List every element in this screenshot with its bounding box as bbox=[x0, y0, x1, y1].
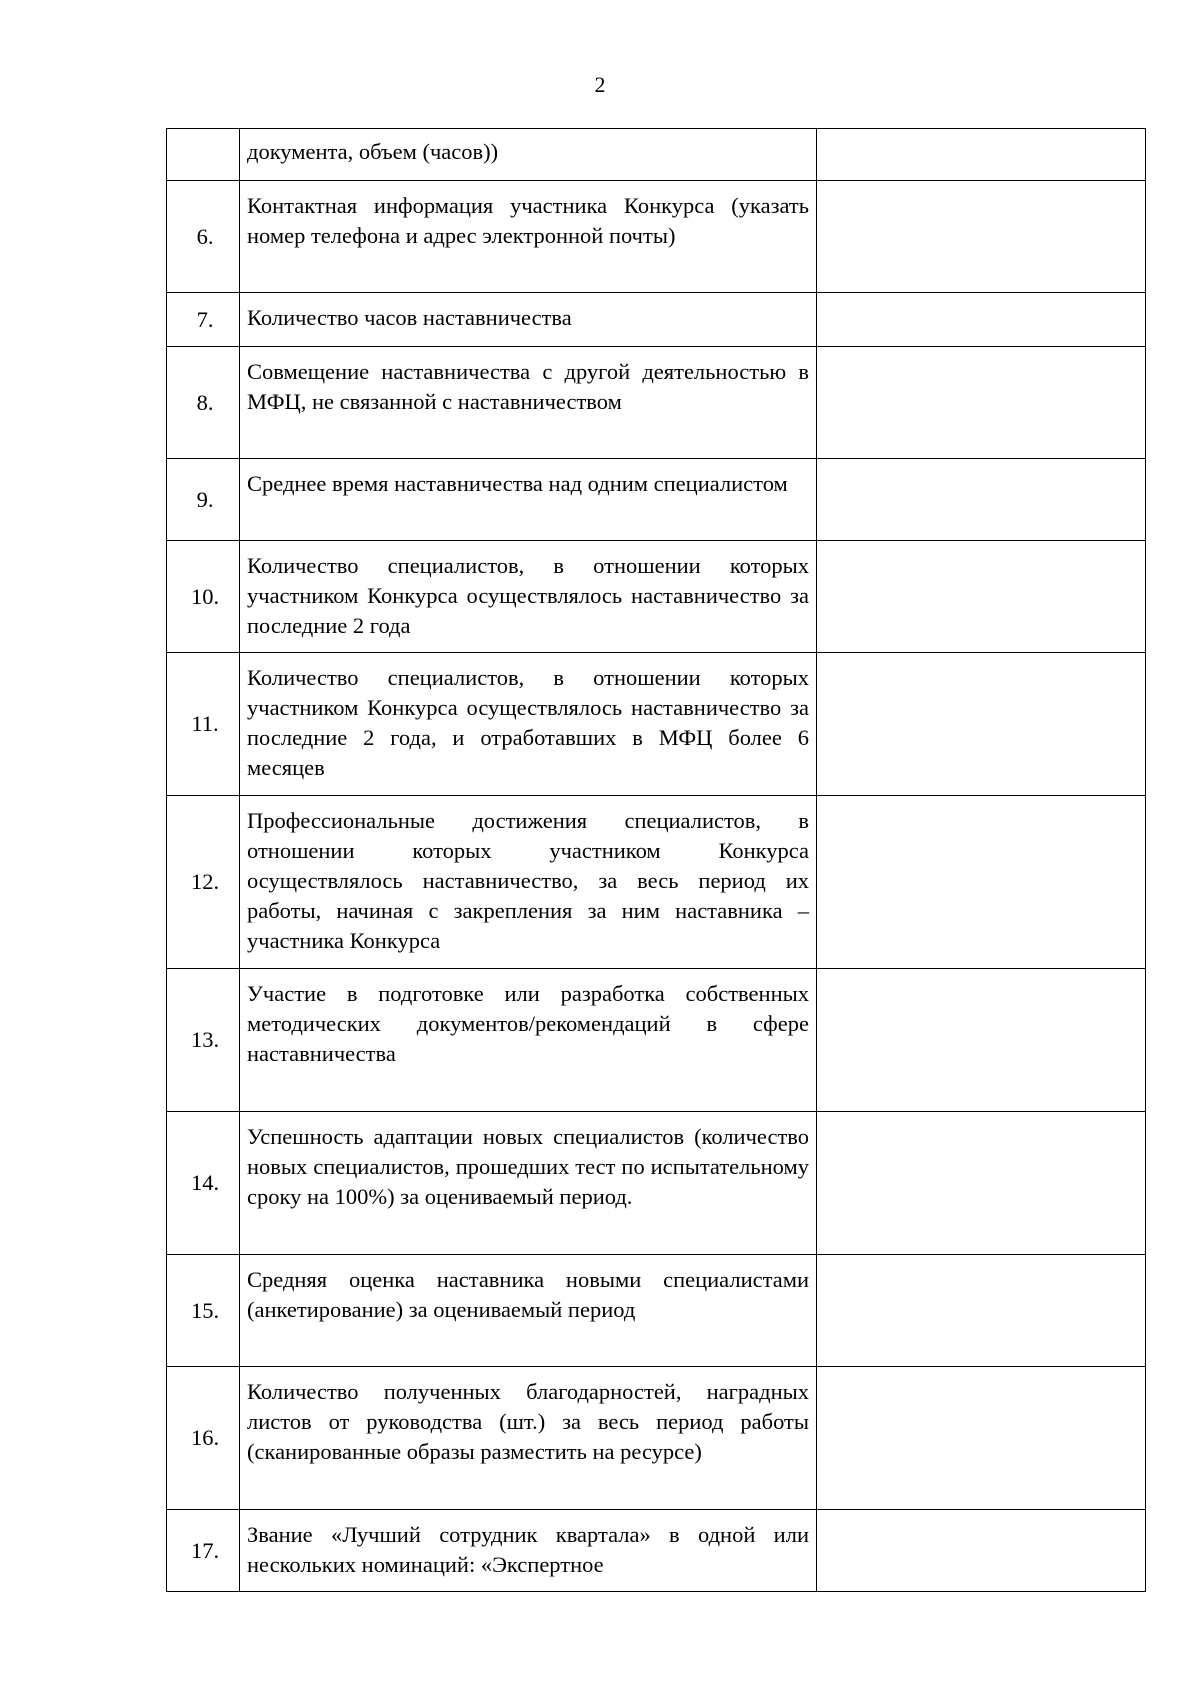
row-text-cell bbox=[240, 1367, 817, 1510]
table-row bbox=[167, 541, 1146, 653]
row-number: 17. bbox=[190, 1537, 220, 1563]
row-text-cell bbox=[240, 293, 817, 347]
row-text-cell bbox=[240, 541, 817, 653]
row-value-cell[interactable] bbox=[817, 969, 1146, 1112]
table-row bbox=[167, 1367, 1146, 1510]
row-value-cell[interactable] bbox=[817, 541, 1146, 653]
row-value-cell[interactable] bbox=[817, 1367, 1146, 1510]
row-number: 7. bbox=[196, 306, 214, 332]
row-number: 12. bbox=[190, 869, 220, 894]
row-number-cell bbox=[167, 1112, 240, 1255]
row-text-cell bbox=[240, 796, 817, 969]
row-value-cell[interactable] bbox=[817, 459, 1146, 541]
table-row bbox=[167, 181, 1146, 293]
row-value-cell[interactable] bbox=[817, 1255, 1146, 1367]
row-number: 9. bbox=[196, 486, 214, 512]
row-number-cell bbox=[167, 1510, 240, 1592]
row-value-cell[interactable] bbox=[817, 1510, 1146, 1592]
row-number: 11. bbox=[191, 711, 219, 736]
row-text-cell bbox=[240, 969, 817, 1112]
row-number: 14. bbox=[190, 1170, 220, 1195]
row-text-cell bbox=[240, 181, 817, 293]
row-number: 6. bbox=[196, 223, 214, 249]
table-row bbox=[167, 1112, 1146, 1255]
row-number: 10. bbox=[190, 583, 220, 609]
row-text: Совмещение наставничества с другой деятельностью в МФЦ, не связанной с наставничеством bbox=[247, 359, 809, 414]
table-row bbox=[167, 347, 1146, 459]
criteria-table bbox=[166, 128, 1146, 1592]
row-text-cell bbox=[240, 653, 817, 796]
row-value-cell[interactable] bbox=[817, 653, 1146, 796]
row-text: Успешность адаптации новых специалистов (количество новых специалистов, прошедших тест по испытательному сроку на 100%) за оцениваемый период. bbox=[247, 1124, 809, 1209]
row-text: Количество специалистов, в отношении которых участником Конкурса осуществлялось наставничество за последние 2 года bbox=[247, 553, 809, 638]
row-number-cell bbox=[167, 1367, 240, 1510]
row-text-cell bbox=[240, 347, 817, 459]
row-text-cell bbox=[240, 129, 817, 181]
row-text: документа, объем (часов)) bbox=[247, 139, 499, 164]
row-number: 8. bbox=[196, 389, 214, 415]
row-number-cell bbox=[167, 181, 240, 293]
row-value-cell[interactable] bbox=[817, 181, 1146, 293]
row-number-cell bbox=[167, 969, 240, 1112]
row-value-cell[interactable] bbox=[817, 796, 1146, 969]
row-text: Участие в подготовке или разработка собственных методических документов/рекомендаций в сфере наставничества bbox=[247, 981, 809, 1066]
row-text-cell bbox=[240, 1112, 817, 1255]
row-text: Средняя оценка наставника новыми специалистами (анкетирование) за оцениваемый период bbox=[247, 1267, 809, 1322]
row-text: Звание «Лучший сотрудник квартала» в одной или нескольких номинаций: «Экспертное bbox=[247, 1522, 809, 1577]
row-value-cell[interactable] bbox=[817, 1112, 1146, 1255]
row-text: Количество часов наставничества bbox=[247, 305, 572, 330]
row-number-cell bbox=[167, 541, 240, 653]
table-row bbox=[167, 796, 1146, 969]
row-text: Среднее время наставничества над одним специалистом bbox=[247, 471, 788, 496]
row-number: 13. bbox=[190, 1027, 220, 1052]
row-number-cell bbox=[167, 129, 240, 181]
row-value-cell[interactable] bbox=[817, 129, 1146, 181]
row-text: Контактная информация участника Конкурса (указать номер телефона и адрес электронной почты) bbox=[247, 193, 809, 248]
row-value-cell[interactable] bbox=[817, 293, 1146, 347]
table-row bbox=[167, 293, 1146, 347]
table-row bbox=[167, 459, 1146, 541]
row-number-cell bbox=[167, 1255, 240, 1367]
table-row bbox=[167, 129, 1146, 181]
row-number-cell bbox=[167, 796, 240, 969]
page-number: 2 bbox=[594, 72, 606, 97]
row-value-cell[interactable] bbox=[817, 347, 1146, 459]
table-row bbox=[167, 1510, 1146, 1592]
row-text-cell bbox=[240, 459, 817, 541]
row-number-cell bbox=[167, 459, 240, 541]
row-text: Количество специалистов, в отношении которых участником Конкурса осуществлялось наставничество за последние 2 года, и отработавших в МФЦ более 6 месяцев bbox=[247, 665, 809, 780]
table-row bbox=[167, 653, 1146, 796]
table-row bbox=[167, 969, 1146, 1112]
table-row bbox=[167, 1255, 1146, 1367]
row-text: Профессиональные достижения специалистов, в отношении которых участником Конкурса осуществлялось наставничество, за весь период их работы, начиная с закрепления за ним наставника – участника Конкурса bbox=[247, 808, 809, 953]
row-number: 16. bbox=[190, 1425, 220, 1450]
row-text: Количество полученных благодарностей, наградных листов от руководства (шт.) за весь период работы (сканированные образы разместить на ресурсе) bbox=[247, 1379, 809, 1464]
row-number-cell bbox=[167, 653, 240, 796]
row-text-cell bbox=[240, 1510, 817, 1592]
row-text-cell bbox=[240, 1255, 817, 1367]
row-number-cell bbox=[167, 293, 240, 347]
row-number: 15. bbox=[190, 1297, 220, 1323]
row-number-cell bbox=[167, 347, 240, 459]
